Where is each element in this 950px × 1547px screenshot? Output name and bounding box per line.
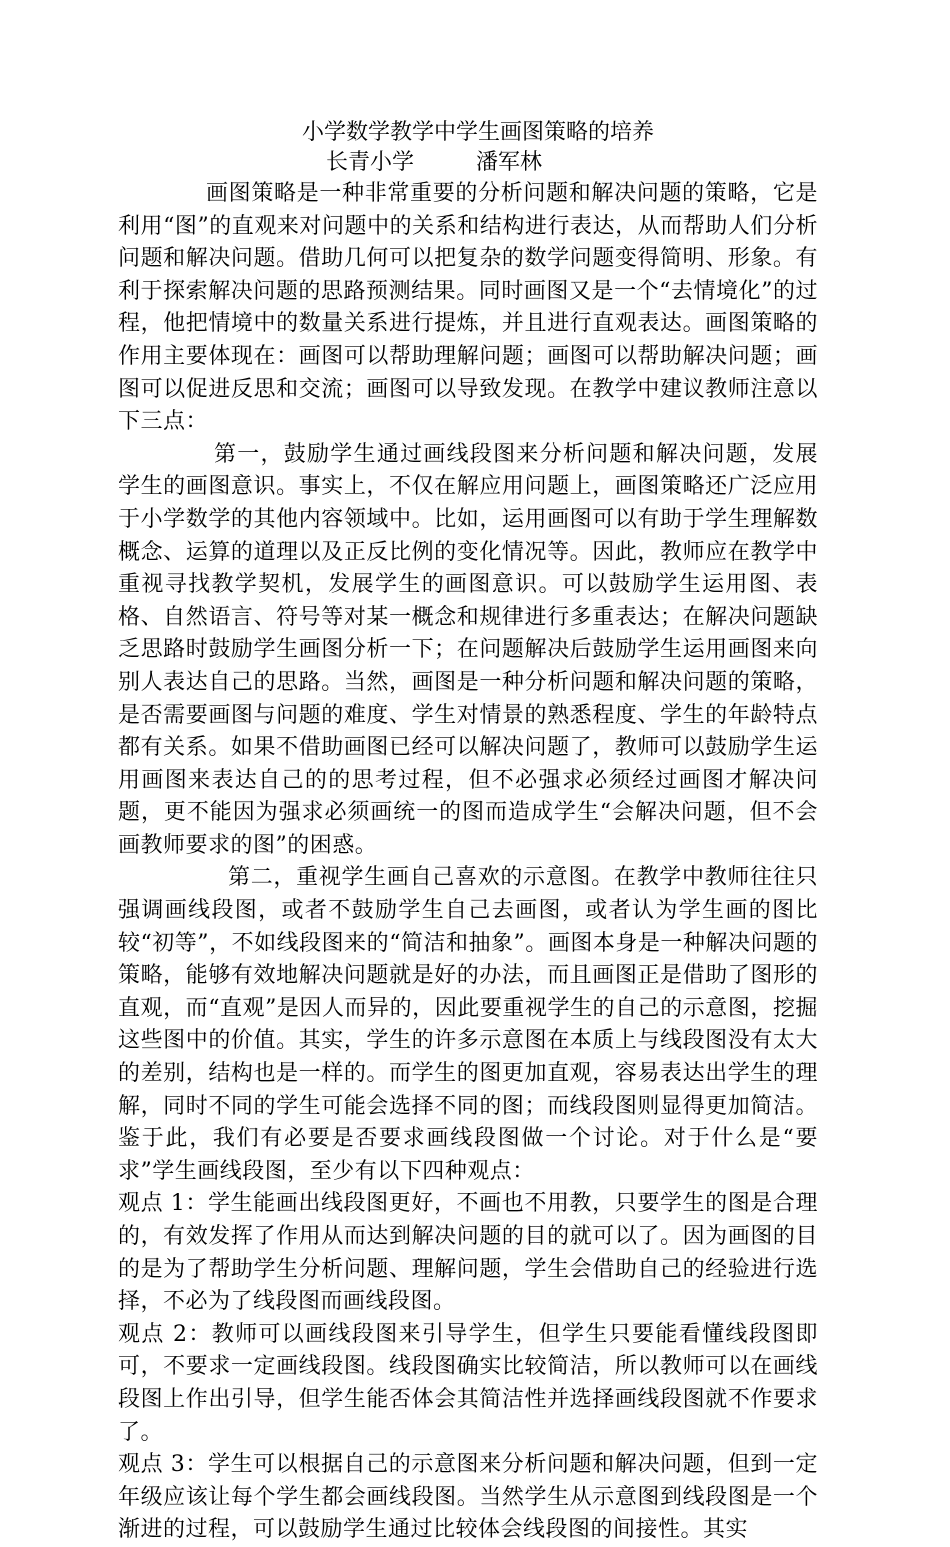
paragraph-view-2: 观点 2：教师可以画线段图来引导学生，但学生只要能看懂线段图即可，不要求一定画线段图。线段图确实比较简洁，所以教师可以在画线段图上作出引导，但学生能否体会其简洁性并选择画线段图就不作要求了。 [118, 1321, 818, 1445]
document-page [118, 118, 818, 1547]
paragraph-view-1: 观点 1：学生能画出线段图更好，不画也不用教，只要学生的图是合理的，有效发挥了作用从而达到解决问题的目的就可以了。因为画图的目的是为了帮助学生分析问题、理解问题，学生会借助自己的经验进行选择，不必为了线段图而画线段图。 [118, 1191, 818, 1315]
paragraph-point-one: 第一，鼓励学生通过画线段图来分析问题和解决问题，发展学生的画图意识。事实上，不仅在解应用问题上，画图策略还广泛应用于小学数学的其他内容领域中。比如，运用画图可以有助于学生理解数概念、运算的道理以及正反比例的变化情况等。因此，教师应在教学中重视寻找教学契机，发展学生的画图意识。可以鼓励学生运用图、表格、自然语言、符号等对某一概念和规律进行多重表达；在解决问题缺乏思路时鼓励学生画图分析一下；在问题解决后鼓励学生运用画图来向别人表达自己的思路。当然，画图是一种分析问题和解决问题的策略，是否需要画图与问题的难度、学生对情景的熟悉程度、学生的年龄特点都有关系。如果不借助画图已经可以解决问题了，教师可以鼓励学生运用画图来表达自己的的思考过程，但不必强求必须经过画图才解决问题，更不能因为强求必须画统一的图而造成学生“会解决问题，但不会画教师要求的图”的困惑。 [118, 441, 818, 858]
paragraph-intro: 画图策略是一种非常重要的分析问题和解决问题的策略，它是利用“图”的直观来对问题中的关系和结构进行表达，从而帮助人们分析问题和解决问题。借助几何可以把复杂的数学问题变得简明、形象。有利于探索解决问题的思路预测结果。同时画图又是一个“去情境化”的过程，他把情境中的数量关系进行提炼，并且进行直观表达。画图策略的作用主要体现在：画图可以帮助理解问题；画图可以帮助解决问题；画图可以促进反思和交流；画图可以导致发现。在教学中建议教师注意以下三点： [118, 181, 818, 435]
paragraph-view-3: 观点 3：学生可以根据自己的示意图来分析问题和解决问题，但到一定年级应该让每个学生都会画线段图。当然学生从示意图到线段图是一个渐进的过程，可以鼓励学生通过比较体会线段图的间接性。其实 [118, 1452, 818, 1543]
document-title: 小学数学教学中学生画图策略的培养 [301, 120, 654, 145]
school-name: 长青小学 [326, 150, 415, 175]
paragraph-point-two: 第二，重视学生画自己喜欢的示意图。在教学中教师往往只强调画线段图，或者不鼓励学生自己去画图，或者认为学生画的图比较“初等”，不如线段图来的“简洁和抽象”。画图本身是一种解决问题的策略，能够有效地解决问题就是好的办法，而且画图正是借助了图形的直观，而“直观”是因人而异的，因此要重视学生的自己的示意图，挖掘这些图中的价值。其实，学生的许多示意图在本质上与线段图没有太大的差别，结构也是一样的。而学生的图更加直观，容易表达出学生的理解，同时不同的学生可能会选择不同的图；而线段图则显得更加简洁。鉴于此，我们有必要是否要求画线段图做一个讨论。对于什么是“要求”学生画线段图，至少有以下四种观点： [118, 865, 818, 1184]
author-name: 潘军林 [476, 150, 543, 175]
byline [118, 148, 818, 178]
